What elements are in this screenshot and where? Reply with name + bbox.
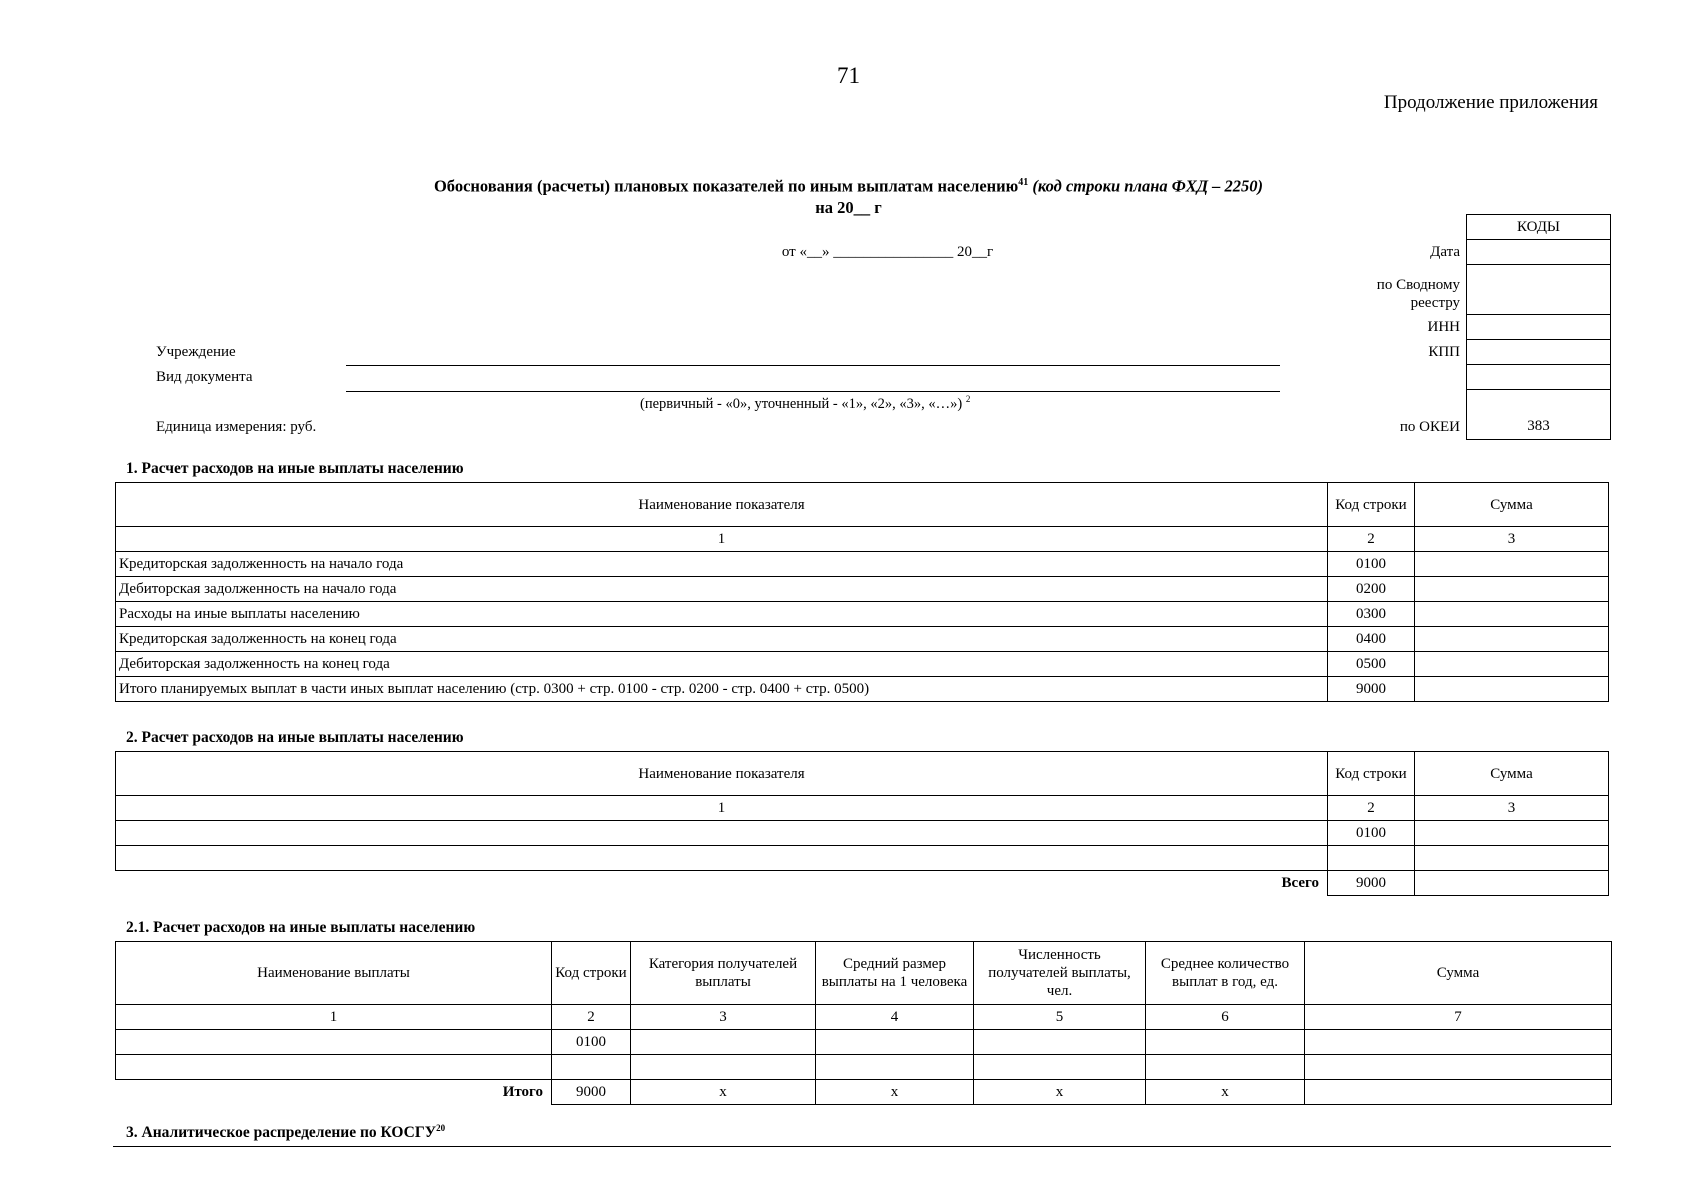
s1-colnum: 3 <box>1415 527 1609 552</box>
row-sum[interactable] <box>1415 577 1609 602</box>
s21-header: Среднее количество выплат в год, ед. <box>1146 942 1305 1005</box>
s21-header: Наименование выплаты <box>116 942 552 1005</box>
total-code: 9000 <box>1328 871 1415 896</box>
s21-header: Категория получателей выплаты <box>631 942 816 1005</box>
s1-header-name: Наименование показателя <box>116 483 1328 527</box>
row-cell[interactable] <box>1305 1030 1612 1055</box>
section21-title: 2.1. Расчет расходов на иные выплаты населению <box>126 919 476 936</box>
s21-header: Код строки <box>552 942 631 1005</box>
row-name: Расходы на иные выплаты населению <box>116 602 1328 627</box>
total-x: x <box>974 1080 1146 1105</box>
s2-colnum: 2 <box>1328 796 1415 821</box>
s21-colnum: 2 <box>552 1005 631 1030</box>
registry-label-line2: реестру <box>1410 295 1460 311</box>
row-cell[interactable] <box>552 1055 631 1080</box>
table-row <box>116 652 1609 677</box>
total-row <box>116 871 1609 896</box>
total-x: x <box>631 1080 816 1105</box>
row-name: Дебиторская задолженность на начало года <box>116 577 1328 602</box>
table-row <box>116 821 1609 846</box>
doc-type-note-text: (первичный - «0», уточненный - «1», «2», «3», «…») <box>640 395 963 412</box>
section3-title-text: 3. Аналитическое распределение по КОСГУ <box>126 1124 437 1142</box>
table-row <box>116 602 1609 627</box>
row-sum[interactable] <box>1415 677 1609 702</box>
row-cell[interactable] <box>631 1030 816 1055</box>
s2-header-name: Наименование показателя <box>116 752 1328 796</box>
date-code-cell[interactable] <box>1467 240 1611 265</box>
section1-title: 1. Расчет расходов на иные выплаты населению <box>126 460 464 477</box>
table-row <box>116 846 1609 871</box>
section2-table <box>115 751 1609 896</box>
total-label: Всего <box>1281 875 1319 892</box>
row-code: 9000 <box>1328 677 1415 702</box>
s21-header: Сумма <box>1305 942 1612 1005</box>
s21-colnum: 1 <box>116 1005 552 1030</box>
section21-table <box>115 941 1612 1105</box>
doc-type-note <box>640 394 970 413</box>
row-name: Итого планируемых выплат в части иных выплат населению (стр. 0300 + стр. 0100 - стр. 0200 - стр. 0400 + стр. 0500) <box>116 677 1328 702</box>
title-italic: (код строки плана ФХД – 2250) <box>1028 176 1264 196</box>
kpp-code-cell[interactable] <box>1467 340 1611 365</box>
codes-table <box>1466 214 1611 440</box>
s21-colnum: 6 <box>1146 1005 1305 1030</box>
s1-header-code: Код строки <box>1328 483 1415 527</box>
row-cell[interactable] <box>974 1055 1146 1080</box>
total-label: Итого <box>502 1084 543 1101</box>
institution-field[interactable] <box>346 365 1280 366</box>
registry-label <box>1377 276 1460 312</box>
s21-colnum: 4 <box>816 1005 974 1030</box>
doc-type-field[interactable] <box>346 391 1280 392</box>
table-row <box>116 552 1609 577</box>
row-name[interactable] <box>116 846 1328 871</box>
s2-colnum: 3 <box>1415 796 1609 821</box>
registry-code-cell[interactable] <box>1467 265 1611 315</box>
s2-colnum: 1 <box>116 796 1328 821</box>
row-cell[interactable] <box>816 1030 974 1055</box>
row-code: 0400 <box>1328 627 1415 652</box>
doc-type-note-footnote: 2 <box>965 394 971 404</box>
table-row <box>116 1030 1612 1055</box>
table-row <box>116 627 1609 652</box>
doc-type-label: Вид документа <box>156 369 253 385</box>
title-footnote: 41 <box>1018 177 1029 188</box>
s21-colnum: 5 <box>974 1005 1146 1030</box>
total-code: 9000 <box>552 1080 631 1105</box>
institution-label: Учреждение <box>156 344 236 360</box>
s21-header: Численность получателей выплаты, чел. <box>974 942 1146 1005</box>
date-line: от «__» ________________ 20__г <box>781 244 994 260</box>
table-row <box>116 577 1609 602</box>
row-cell[interactable] <box>116 1030 552 1055</box>
row-code: 0300 <box>1328 602 1415 627</box>
row-cell[interactable] <box>631 1055 816 1080</box>
title-main: Обоснования (расчеты) плановых показателей по иным выплатам населению <box>433 176 1019 196</box>
s1-colnum: 1 <box>116 527 1328 552</box>
doctype-code-cell[interactable] <box>1467 365 1611 390</box>
section1-table <box>115 482 1609 702</box>
row-sum[interactable] <box>1415 602 1609 627</box>
continuation-note: Продолжение приложения <box>1383 92 1598 113</box>
total-sum[interactable] <box>1305 1080 1612 1105</box>
title-year: на 20__ г <box>815 197 882 217</box>
okei-code-cell: 383 <box>1467 390 1611 440</box>
s2-header-sum: Сумма <box>1415 752 1609 796</box>
row-sum[interactable] <box>1415 846 1609 871</box>
total-sum[interactable] <box>1415 871 1609 896</box>
document-title <box>0 172 1697 218</box>
inn-label: ИНН <box>1427 319 1460 335</box>
table-row <box>116 1055 1612 1080</box>
row-cell[interactable] <box>1305 1055 1612 1080</box>
section2-title: 2. Расчет расходов на иные выплаты населению <box>126 729 464 746</box>
row-code[interactable] <box>1328 846 1415 871</box>
row-name: Кредиторская задолженность на начало года <box>116 552 1328 577</box>
s21-header: Средний размер выплаты на 1 человека <box>816 942 974 1005</box>
row-name[interactable] <box>116 821 1328 846</box>
s1-header-sum: Сумма <box>1415 483 1609 527</box>
row-code: 0100 <box>552 1030 631 1055</box>
s1-colnum: 2 <box>1328 527 1415 552</box>
row-sum[interactable] <box>1415 821 1609 846</box>
page-number: 71 <box>837 63 860 88</box>
s2-header-code: Код строки <box>1328 752 1415 796</box>
total-row <box>116 1080 1612 1105</box>
row-cell[interactable] <box>116 1055 552 1080</box>
table-row <box>116 677 1609 702</box>
row-sum[interactable] <box>1415 627 1609 652</box>
row-code: 0100 <box>1328 552 1415 577</box>
registry-label-line1: по Сводному <box>1376 277 1460 293</box>
row-name: Кредиторская задолженность на конец года <box>116 627 1328 652</box>
section3-rule <box>113 1146 1611 1147</box>
row-code: 0100 <box>1328 821 1415 846</box>
codes-header: КОДЫ <box>1467 215 1611 240</box>
total-x: x <box>1146 1080 1305 1105</box>
row-code: 0200 <box>1328 577 1415 602</box>
row-sum[interactable] <box>1415 552 1609 577</box>
row-name: Дебиторская задолженность на конец года <box>116 652 1328 677</box>
unit-label: Единица измерения: руб. <box>156 419 317 435</box>
date-label: Дата <box>1430 244 1460 260</box>
row-cell[interactable] <box>974 1030 1146 1055</box>
row-cell[interactable] <box>1146 1055 1305 1080</box>
row-cell[interactable] <box>816 1055 974 1080</box>
inn-code-cell[interactable] <box>1467 315 1611 340</box>
section3-footnote: 20 <box>436 1123 446 1133</box>
row-cell[interactable] <box>1146 1030 1305 1055</box>
row-code: 0500 <box>1328 652 1415 677</box>
row-sum[interactable] <box>1415 652 1609 677</box>
s21-colnum: 7 <box>1305 1005 1612 1030</box>
kpp-label: КПП <box>1428 344 1460 360</box>
total-x: x <box>816 1080 974 1105</box>
section3-title <box>126 1123 445 1142</box>
okei-label: по ОКЕИ <box>1399 419 1460 435</box>
s21-colnum: 3 <box>631 1005 816 1030</box>
